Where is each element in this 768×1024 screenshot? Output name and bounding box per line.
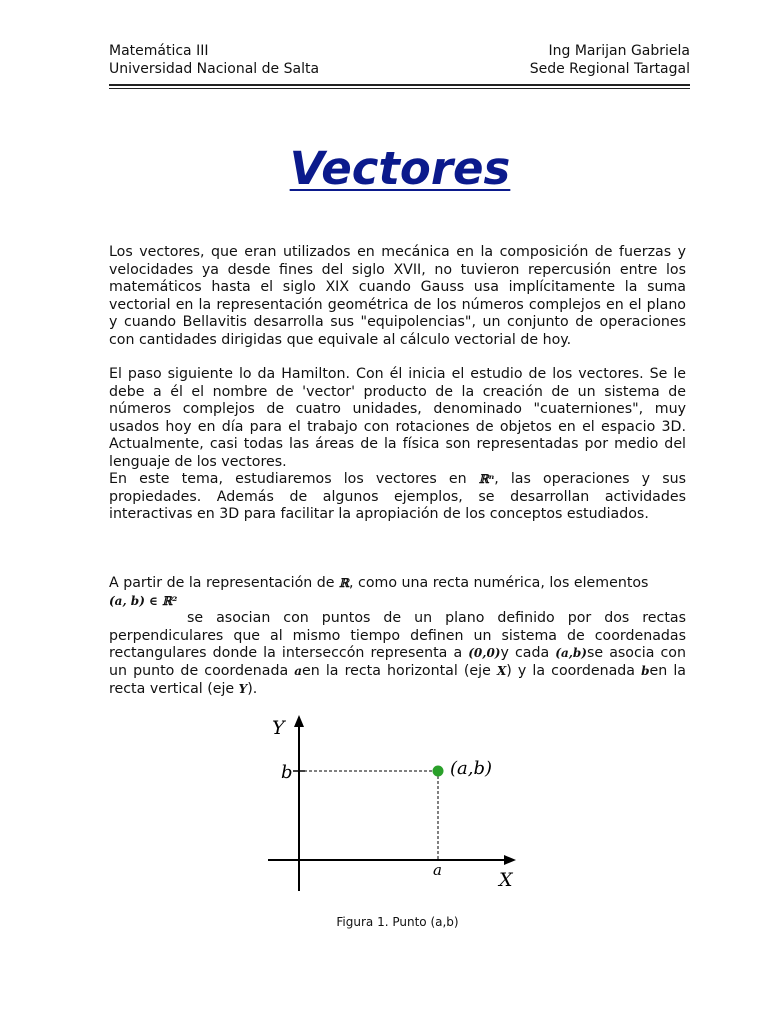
math-origin: (0,0) [468, 646, 501, 661]
text: en la recta vertical (eje [109, 662, 686, 697]
math-ab: (a,b) [555, 646, 587, 661]
text: se asocian con puntos de un plano definido por dos rectas perpendiculares que al mismo tiempo definen un sistema de coordenadas rectangulares donde la interseccón representa a [109, 610, 686, 662]
math-x: X [496, 663, 507, 678]
text: A partir de la representación de [109, 575, 340, 591]
campus-name: Sede Regional Tartagal [529, 61, 690, 77]
header-rule-thick [109, 84, 690, 86]
point-ab [433, 766, 444, 777]
math-ab-in-r2: (a, b) ∈ ℝ² [109, 593, 178, 608]
text: , como una recta numérica, los elementos [349, 575, 649, 591]
author-name: Ing Marijan Gabriela [548, 43, 690, 59]
text: se asocia con un punto de coordenada [109, 645, 686, 679]
paragraph-topic [109, 471, 686, 524]
paragraph-history: Los vectores, que eran utilizados en mecánica en la composición de fuerzas y velocidades ya desde fines del siglo XVII, no tuvieron repercusión entre los matemáticos hasta el siglo XIX cuando Gauss usa implícitamente la suma vectorial en la representación geométrica de los números complejos en el plano y cuando Bellavitis desarrolla sus "equipolencias", un conjunto de operaciones con cantidades dirigidas que equivale al cálculo vectorial de hoy. [109, 244, 686, 348]
y-axis-arrow-icon [294, 715, 304, 727]
math-a: a [294, 663, 303, 678]
text: En este tema, estudiaremos los vectores en [109, 471, 479, 487]
y-axis-label: Y [272, 717, 285, 739]
b-label: b [281, 762, 293, 783]
text: ). [247, 680, 258, 697]
math-y: Y [238, 681, 248, 696]
math-r: ℝ [339, 576, 350, 590]
math-b: b [641, 663, 650, 678]
figure-point-ab [240, 705, 540, 905]
course-name: Matemática III [109, 43, 209, 59]
math-rn: ℝⁿ [478, 472, 495, 486]
paragraph-coordinates [109, 575, 686, 698]
x-axis-arrow-icon [504, 855, 516, 865]
a-label: a [433, 861, 442, 879]
figure-caption: Figura 1. Punto (a,b) [336, 915, 459, 929]
page-header [109, 42, 690, 82]
point-label: (a,b) [450, 758, 493, 779]
x-axis-label: X [499, 869, 513, 891]
university-name: Universidad Nacional de Salta [109, 61, 320, 77]
text: ) y la coordenada [506, 662, 642, 679]
text: , las operaciones y sus propiedades. Además de algunos ejemplos, se desarrollan actividades interactivas en 3D para facilitar la apropiación de los conceptos estudiados. [109, 471, 686, 523]
page-title: Vectores [289, 142, 511, 195]
header-right [530, 42, 690, 78]
text: y cada [500, 645, 556, 662]
header-left [109, 42, 319, 78]
text: en la recta horizontal (eje [302, 662, 497, 679]
paragraph-hamilton: El paso siguiente lo da Hamilton. Con él inicia el estudio de los vectores. Se le debe a él el nombre de 'vector' producto de la creación de un sistema de números complejos de cuatro unidades, denominado "cuaterniones", muy usados hoy en día para el trabajo con rotaciones de objetos en el espacio 3D. Actualmente, casi todas las áreas de la física son representadas por medio del lenguaje de los vectores. [109, 366, 686, 470]
header-rule-thin [109, 88, 690, 89]
